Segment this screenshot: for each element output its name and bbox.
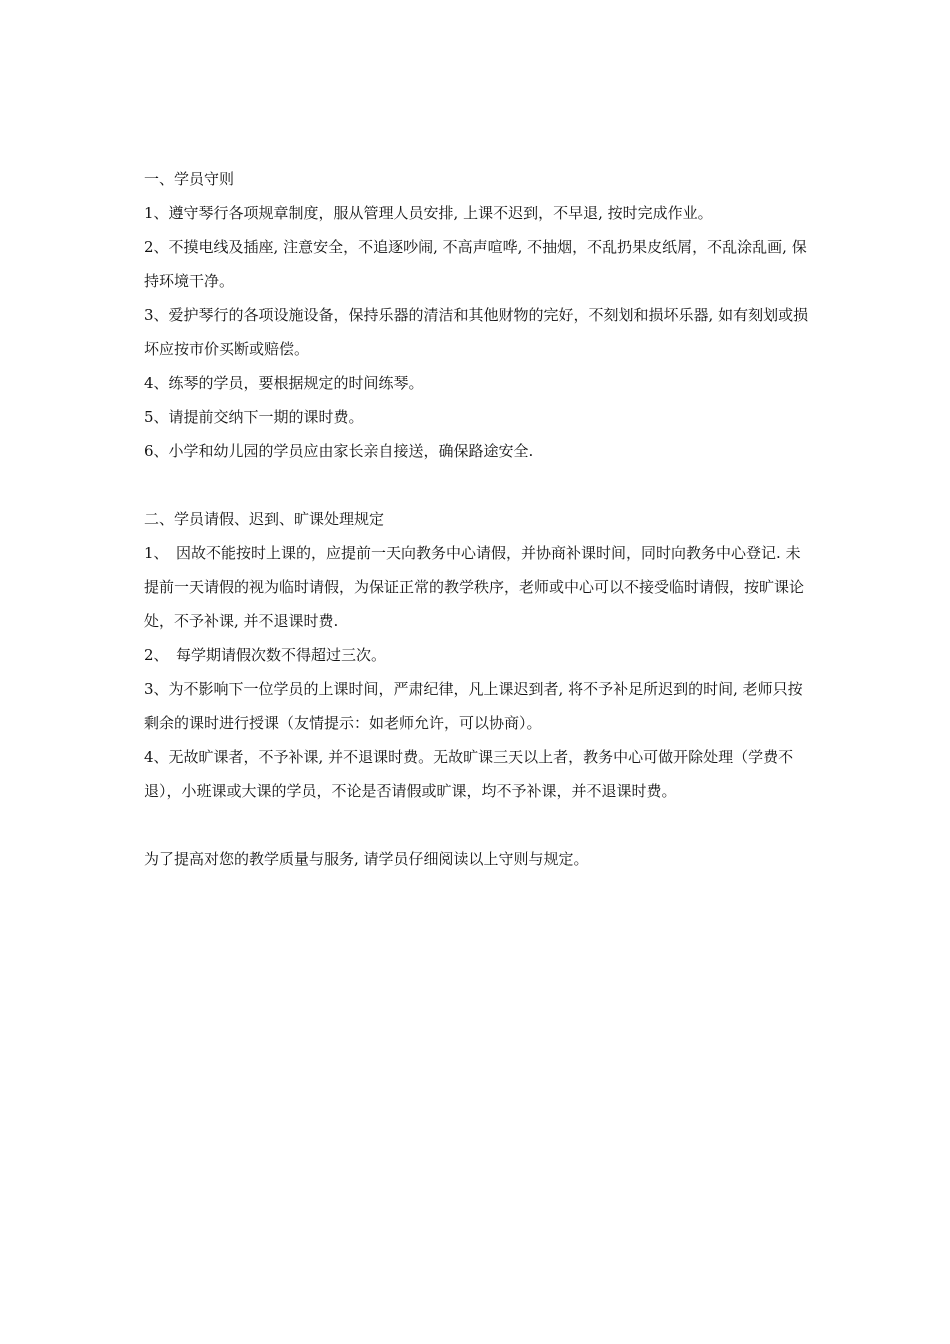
rule-2-1: 1、 因故不能按时上课的，应提前一天向教务中心请假，并协商补课时间，同时向教务中心登记. 未提前一天请假的视为临时请假，为保证正常的教学秩序，老师或中心可以不接受临时请假，按旷课论处，不予补课, 并不退课时费. (144, 544, 805, 630)
rule-2-4: 4、无故旷课者，不予补课, 并不退课时费。无故旷课三天以上者，教务中心可做开除处理（学费不退），小班课或大课的学员，不论是否请假或旷课，均不予补课，并不退课时费。 (144, 748, 794, 800)
rule-1-6: 6、小学和幼儿园的学员应由家长亲自接送，确保路途安全. (144, 442, 534, 460)
closing-spacer (144, 808, 814, 842)
section-spacer (144, 468, 814, 502)
rule-1-5: 5、请提前交纳下一期的课时费。 (144, 408, 364, 426)
section-2-heading: 二、学员请假、迟到、旷课处理规定 (144, 510, 385, 528)
document-body (144, 162, 814, 876)
section-1-heading: 一、学员守则 (144, 170, 235, 188)
closing-note: 为了提高对您的教学质量与服务, 请学员仔细阅读以上守则与规定。 (144, 850, 589, 868)
rule-1-4: 4、练琴的学员，要根据规定的时间练琴。 (144, 374, 424, 392)
rule-1-1: 1、遵守琴行各项规章制度，服从管理人员安排, 上课不迟到，不早退, 按时完成作业。 (144, 204, 713, 222)
rule-1-3: 3、爱护琴行的各项设施设备，保持乐器的清洁和其他财物的完好，不刻划和损坏乐器, 如有刻划或损坏应按市价买断或赔偿。 (144, 306, 809, 358)
rule-2-2: 2、 每学期请假次数不得超过三次。 (144, 646, 387, 664)
rule-1-2: 2、不摸电线及插座, 注意安全，不追逐吵闹, 不高声喧哗, 不抽烟，不乱扔果皮纸屑，不乱涂乱画, 保持环境干净。 (144, 238, 807, 290)
rule-2-3: 3、为不影响下一位学员的上课时间，严肃纪律，凡上课迟到者, 将不予补足所迟到的时间, 老师只按剩余的课时进行授课（友情提示：如老师允许，可以协商）。 (144, 680, 803, 732)
